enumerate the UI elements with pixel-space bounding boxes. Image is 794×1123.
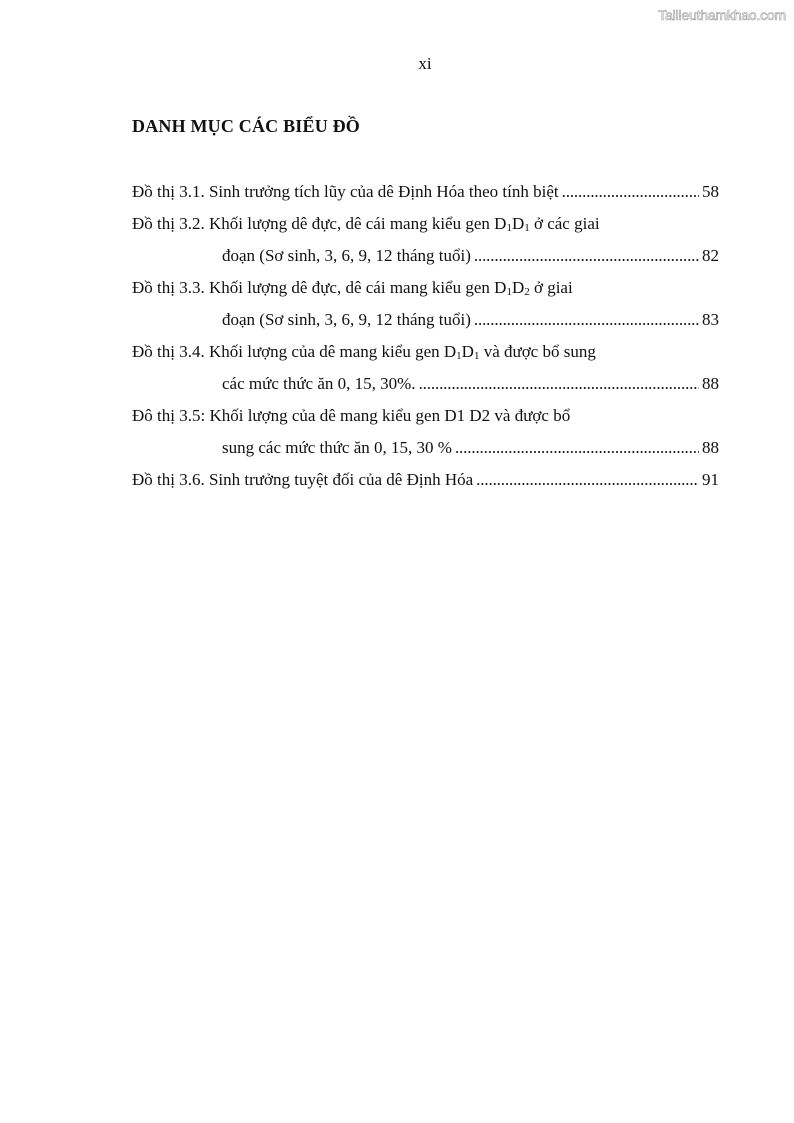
entry-page: 88 (702, 438, 719, 457)
entry-title: Đồ thị 3.2. Khối lượng dê đực, dê cái mang kiểu gen $D_1D_1$ ở các giai (132, 214, 600, 234)
entry-page: 83 (702, 310, 719, 329)
entry-title-cont: đoạn (Sơ sinh, 3, 6, 9, 12 tháng tuổi) (222, 310, 471, 329)
dot-leader (476, 464, 699, 496)
list-item[interactable] (132, 336, 719, 400)
list-item[interactable] (132, 272, 719, 336)
entry-title-cont: sung các mức thức ăn 0, 15, 30 % (222, 438, 452, 457)
chart-list (132, 176, 719, 496)
entry-page: 82 (702, 246, 719, 265)
entry-title-cont: các mức thức ăn 0, 15, 30%. (222, 374, 416, 393)
dot-leader (419, 368, 699, 400)
entry-title: Đồ thị 3.6. Sinh trưởng tuyệt đối của dê Định Hóa (132, 470, 474, 489)
entry-page: 88 (702, 374, 719, 393)
dot-leader (474, 304, 699, 336)
entry-title: Đô thị 3.5: Khối lượng của dê mang kiểu gen D1 D2 và được bổ (132, 406, 571, 425)
entry-title-cont: đoạn (Sơ sinh, 3, 6, 9, 12 tháng tuổi) (222, 246, 471, 265)
entry-title: Đồ thị 3.1. Sinh trưởng tích lũy của dê Định Hóa theo tính biệt (132, 182, 559, 201)
dot-leader (455, 432, 699, 464)
list-item[interactable] (132, 176, 719, 208)
page-title: DANH MỤC CÁC BIỂU ĐỒ (132, 116, 360, 136)
entry-title: Đồ thị 3.4. Khối lượng của dê mang kiểu gen $D_1D_1$ và được bổ sung (132, 342, 596, 362)
list-item[interactable] (132, 208, 719, 272)
page-number: xi (418, 54, 432, 73)
dot-leader (562, 176, 699, 208)
watermark: Tailieuthamkhao.com (658, 7, 786, 23)
entry-title: Đồ thị 3.3. Khối lượng dê đực, dê cái mang kiểu gen $D_1D_2$ ở giai (132, 278, 573, 298)
list-item[interactable] (132, 464, 719, 496)
entry-page: 91 (702, 470, 719, 489)
list-item[interactable] (132, 400, 719, 464)
dot-leader (474, 240, 699, 272)
entry-page: 58 (702, 182, 719, 201)
